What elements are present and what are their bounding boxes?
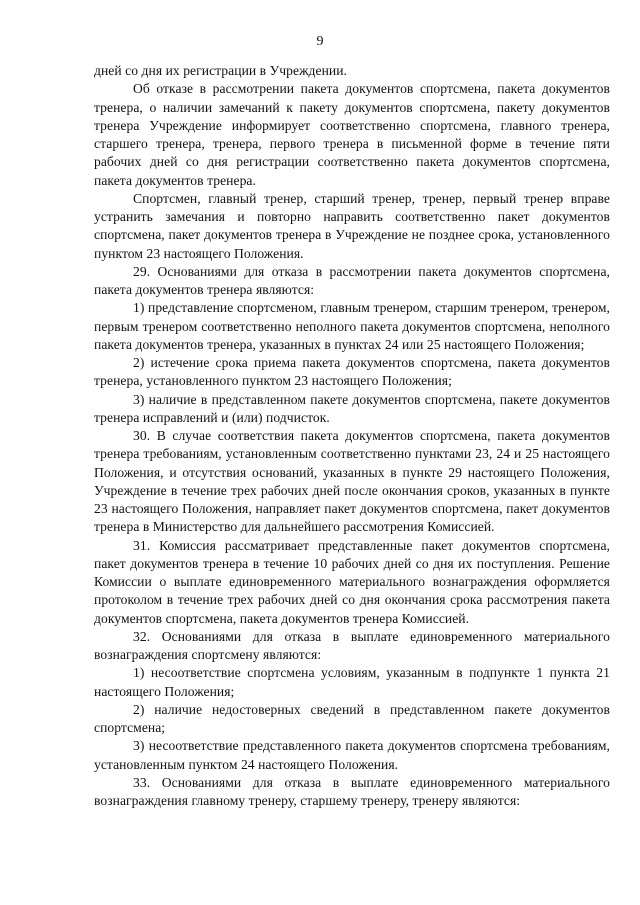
paragraph: дней со дня их регистрации в Учреждении. [94, 63, 347, 78]
paragraph: 2) наличие недостоверных сведений в представленном пакете документов спортсмена; [94, 701, 610, 735]
paragraph: 1) представление спортсменом, главным тренером, старшим тренером, тренером, первым тренером соответственно неполного пакета документов спортсмена, неполного пакета документов тренера, указанных в пунктах 24 или 25 настоящего Положения; [94, 300, 610, 352]
paragraph: 30. В случае соответствия пакета документов спортсмена, пакета документов тренера требованиям, установленным соответственно пунктами 23, 24 и 25 настоящего Положения, и отсутствия оснований, указанных в пункте 29 настоящего Положения, Учреждение в течение трех рабочих дней после окончания сроков, указанных в пункте 23 настоящего Положения, направляет пакет документов спортсмена, пакет документов тренера в Министерство для дальнейшего рассмотрения Комиссией. [94, 428, 610, 535]
paragraph: Спортсмен, главный тренер, старший тренер, тренер, первый тренер вправе устранить замечания и повторно направить соответственно пакет документов спортсмена, пакет документов тренера в Учреждение не позднее срока, установленного пунктом 23 настоящего Положения. [94, 190, 610, 261]
paragraph: Об отказе в рассмотрении пакета документов спортсмена, пакета документов тренера, о наличии замечаний к пакету документов спортсмена, пакету документов тренера Учреждение информирует соответственно спортсмена, главного тренера, старшего тренера, тренера, первого тренера в письменной форме в течение пяти рабочих дней со дня регистрации соответственно пакета документов спортсмена, пакета документов тренера. [94, 81, 610, 188]
paragraph: 1) несоответствие спортсмена условиям, указанным в подпункте 1 пункта 21 настоящего Положения; [94, 665, 610, 699]
paragraph: 29. Основаниями для отказа в рассмотрении пакета документов спортсмена, пакета документов тренера являются: [94, 263, 610, 297]
paragraph: 31. Комиссия рассматривает представленные пакет документов спортсмена, пакет документов тренера в течение 10 рабочих дней со дня их поступления. Решение Комиссии о выплате единовременного материального вознаграждения оформляется протоколом в течение трех рабочих дней со дня окончания срока рассмотрения пакета документов спортсмена, пакета документов тренера Комиссией. [94, 537, 610, 626]
document-body [94, 62, 610, 810]
paragraph: 32. Основаниями для отказа в выплате единовременного материального вознаграждения спортсмену являются: [94, 628, 610, 662]
page-number: 9 [316, 34, 324, 49]
paragraph: 2) истечение срока приема пакета документов спортсмена, пакета документов тренера, установленного пунктом 23 настоящего Положения; [94, 355, 610, 389]
paragraph: 3) несоответствие представленного пакета документов спортсмена требованиям, установленным пунктом 24 настоящего Положения. [94, 738, 610, 772]
paragraph: 3) наличие в представленном пакете документов спортсмена, пакете документов тренера исправлений и (или) подчисток. [94, 391, 610, 425]
paragraph: 33. Основаниями для отказа в выплате единовременного материального вознаграждения главному тренеру, старшему тренеру, тренеру являются: [94, 774, 610, 808]
